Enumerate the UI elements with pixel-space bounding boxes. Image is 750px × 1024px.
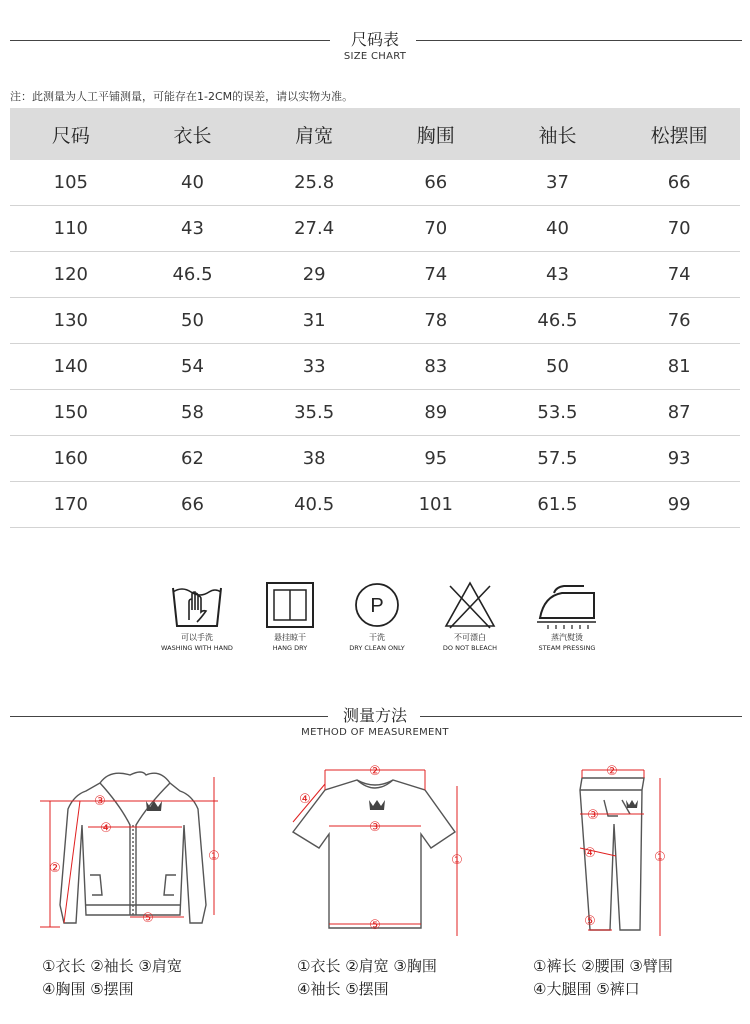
pants-legend: [533, 955, 673, 1001]
cell-shoulder: 38: [253, 436, 375, 482]
steam-iron-icon: [534, 580, 600, 630]
header-shoulder: 肩宽: [253, 108, 375, 160]
care-hand-wash: [147, 580, 247, 652]
care-label-en: DRY CLEAN ONLY: [349, 644, 405, 652]
cell-length: 54: [132, 344, 254, 390]
jacket-diagram: [30, 765, 250, 945]
table-header-row: [10, 108, 740, 160]
legend-line: ④大腿围 ⑤裤口: [533, 980, 640, 998]
marker-5: ⑤: [369, 918, 381, 933]
divider-right: [416, 40, 742, 41]
cell-chest: 66: [375, 160, 497, 206]
cell-chest: 101: [375, 482, 497, 528]
table-row: [10, 482, 740, 528]
logo-icon: [146, 801, 162, 811]
marker-2: ②: [369, 764, 381, 779]
cell-sleeve: 37: [497, 160, 619, 206]
care-label-en: WASHING WITH HAND: [161, 644, 233, 652]
marker-3: ③: [369, 820, 381, 835]
cell-size: 110: [10, 206, 132, 252]
size-chart-subtitle: SIZE CHART: [343, 51, 407, 62]
hang-dry-icon: [260, 580, 320, 630]
care-label-cn: 不可漂白: [454, 633, 486, 642]
cell-size: 120: [10, 252, 132, 298]
jacket-markers: [49, 794, 220, 926]
table-row: [10, 206, 740, 252]
divider-right: [420, 716, 742, 717]
measurement-title: 测量方法: [342, 706, 407, 725]
marker-4: ④: [100, 821, 112, 836]
logo-icon: [626, 800, 638, 808]
cell-shoulder: 31: [253, 298, 375, 344]
dry-clean-icon: [347, 580, 407, 630]
size-chart-title: 尺码表: [350, 30, 399, 49]
tshirt-markers: [299, 764, 463, 933]
cell-chest: 74: [375, 252, 497, 298]
cell-shoulder: 25.8: [253, 160, 375, 206]
cell-hem: 93: [618, 436, 740, 482]
dry-clean-glyph: P: [370, 595, 384, 617]
cell-sleeve: 46.5: [497, 298, 619, 344]
table-row: [10, 390, 740, 436]
marker-2: ②: [606, 764, 618, 779]
cell-length: 58: [132, 390, 254, 436]
cell-sleeve: 43: [497, 252, 619, 298]
cell-sleeve: 61.5: [497, 482, 619, 528]
header-sleeve: 袖长: [497, 108, 619, 160]
care-steam-iron: [517, 580, 617, 652]
cell-hem: 70: [618, 206, 740, 252]
marker-5: ⑤: [142, 911, 154, 926]
marker-3: ③: [94, 794, 106, 809]
care-hang-dry: [240, 580, 340, 652]
divider-left: [10, 716, 328, 717]
marker-3: ③: [587, 808, 599, 823]
cell-chest: 95: [375, 436, 497, 482]
logo-icon: [369, 800, 385, 810]
table-row: [10, 344, 740, 390]
care-label-en: DO NOT BLEACH: [442, 644, 498, 652]
cell-hem: 66: [618, 160, 740, 206]
size-table: [10, 108, 740, 528]
cell-length: 43: [132, 206, 254, 252]
cell-shoulder: 27.4: [253, 206, 375, 252]
legend-line: ①衣长 ②肩宽 ③胸围: [297, 957, 437, 975]
no-bleach-icon: [440, 580, 500, 630]
measurement-header: [0, 706, 750, 738]
cell-size: 130: [10, 298, 132, 344]
size-table-body: [10, 160, 740, 528]
cell-hem: 99: [618, 482, 740, 528]
table-row: [10, 436, 740, 482]
divider-left: [10, 40, 330, 41]
cell-shoulder: 33: [253, 344, 375, 390]
care-label-en: STEAM PRESSING: [538, 644, 596, 652]
cell-chest: 78: [375, 298, 497, 344]
care-no-bleach: [420, 580, 520, 652]
cell-length: 50: [132, 298, 254, 344]
cell-sleeve: 57.5: [497, 436, 619, 482]
cell-hem: 87: [618, 390, 740, 436]
legend-line: ④胸围 ⑤摆围: [42, 980, 134, 998]
cell-size: 160: [10, 436, 132, 482]
marker-4: ④: [299, 792, 311, 807]
table-row: [10, 252, 740, 298]
cell-size: 170: [10, 482, 132, 528]
jacket-legend: [42, 955, 182, 1001]
size-chart-header: [0, 30, 750, 62]
marker-2: ②: [49, 861, 61, 876]
care-label-cn: 可以手洗: [181, 633, 213, 642]
cell-length: 46.5: [132, 252, 254, 298]
tshirt-measure-lines: [293, 770, 457, 936]
cell-shoulder: 35.5: [253, 390, 375, 436]
cell-shoulder: 29: [253, 252, 375, 298]
cell-hem: 74: [618, 252, 740, 298]
marker-4: ④: [584, 846, 596, 861]
marker-1: ①: [451, 853, 463, 868]
cell-hem: 81: [618, 344, 740, 390]
cell-chest: 89: [375, 390, 497, 436]
cell-size: 140: [10, 344, 132, 390]
measurement-subtitle: METHOD OF MEASUREMENT: [301, 727, 449, 738]
table-row: [10, 298, 740, 344]
cell-size: 150: [10, 390, 132, 436]
table-row: [10, 160, 740, 206]
cell-length: 66: [132, 482, 254, 528]
header-hem: 松摆围: [618, 108, 740, 160]
cell-hem: 76: [618, 298, 740, 344]
care-label-cn: 干洗: [369, 633, 385, 642]
cell-chest: 83: [375, 344, 497, 390]
legend-line: ①裤长 ②腰围 ③臂围: [533, 957, 673, 975]
care-label-cn: 蒸汽熨烫: [551, 633, 583, 642]
marker-1: ①: [654, 850, 666, 865]
header-length: 衣长: [132, 108, 254, 160]
pants-diagram: [560, 760, 700, 940]
care-label-en: HANG DRY: [272, 644, 308, 652]
cell-shoulder: 40.5: [253, 482, 375, 528]
pants-markers: [584, 764, 666, 929]
cell-chest: 70: [375, 206, 497, 252]
cell-sleeve: 53.5: [497, 390, 619, 436]
hand-wash-icon: [167, 580, 227, 630]
marker-5: ⑤: [584, 914, 596, 929]
cell-length: 62: [132, 436, 254, 482]
cell-size: 105: [10, 160, 132, 206]
legend-line: ④袖长 ⑤摆围: [297, 980, 389, 998]
measurement-note: 注：此测量为人工平铺测量，可能存在1-2CM的误差，请以实物为准。: [10, 90, 354, 103]
care-label-cn: 悬挂晾干: [274, 633, 306, 642]
legend-line: ①衣长 ②袖长 ③肩宽: [42, 957, 182, 975]
cell-sleeve: 50: [497, 344, 619, 390]
care-dry-clean: [327, 580, 427, 652]
tshirt-diagram: [285, 760, 475, 940]
marker-1: ①: [208, 849, 220, 864]
header-chest: 胸围: [375, 108, 497, 160]
cell-length: 40: [132, 160, 254, 206]
cell-sleeve: 40: [497, 206, 619, 252]
tshirt-legend: [297, 955, 437, 1001]
header-size: 尺码: [10, 108, 132, 160]
